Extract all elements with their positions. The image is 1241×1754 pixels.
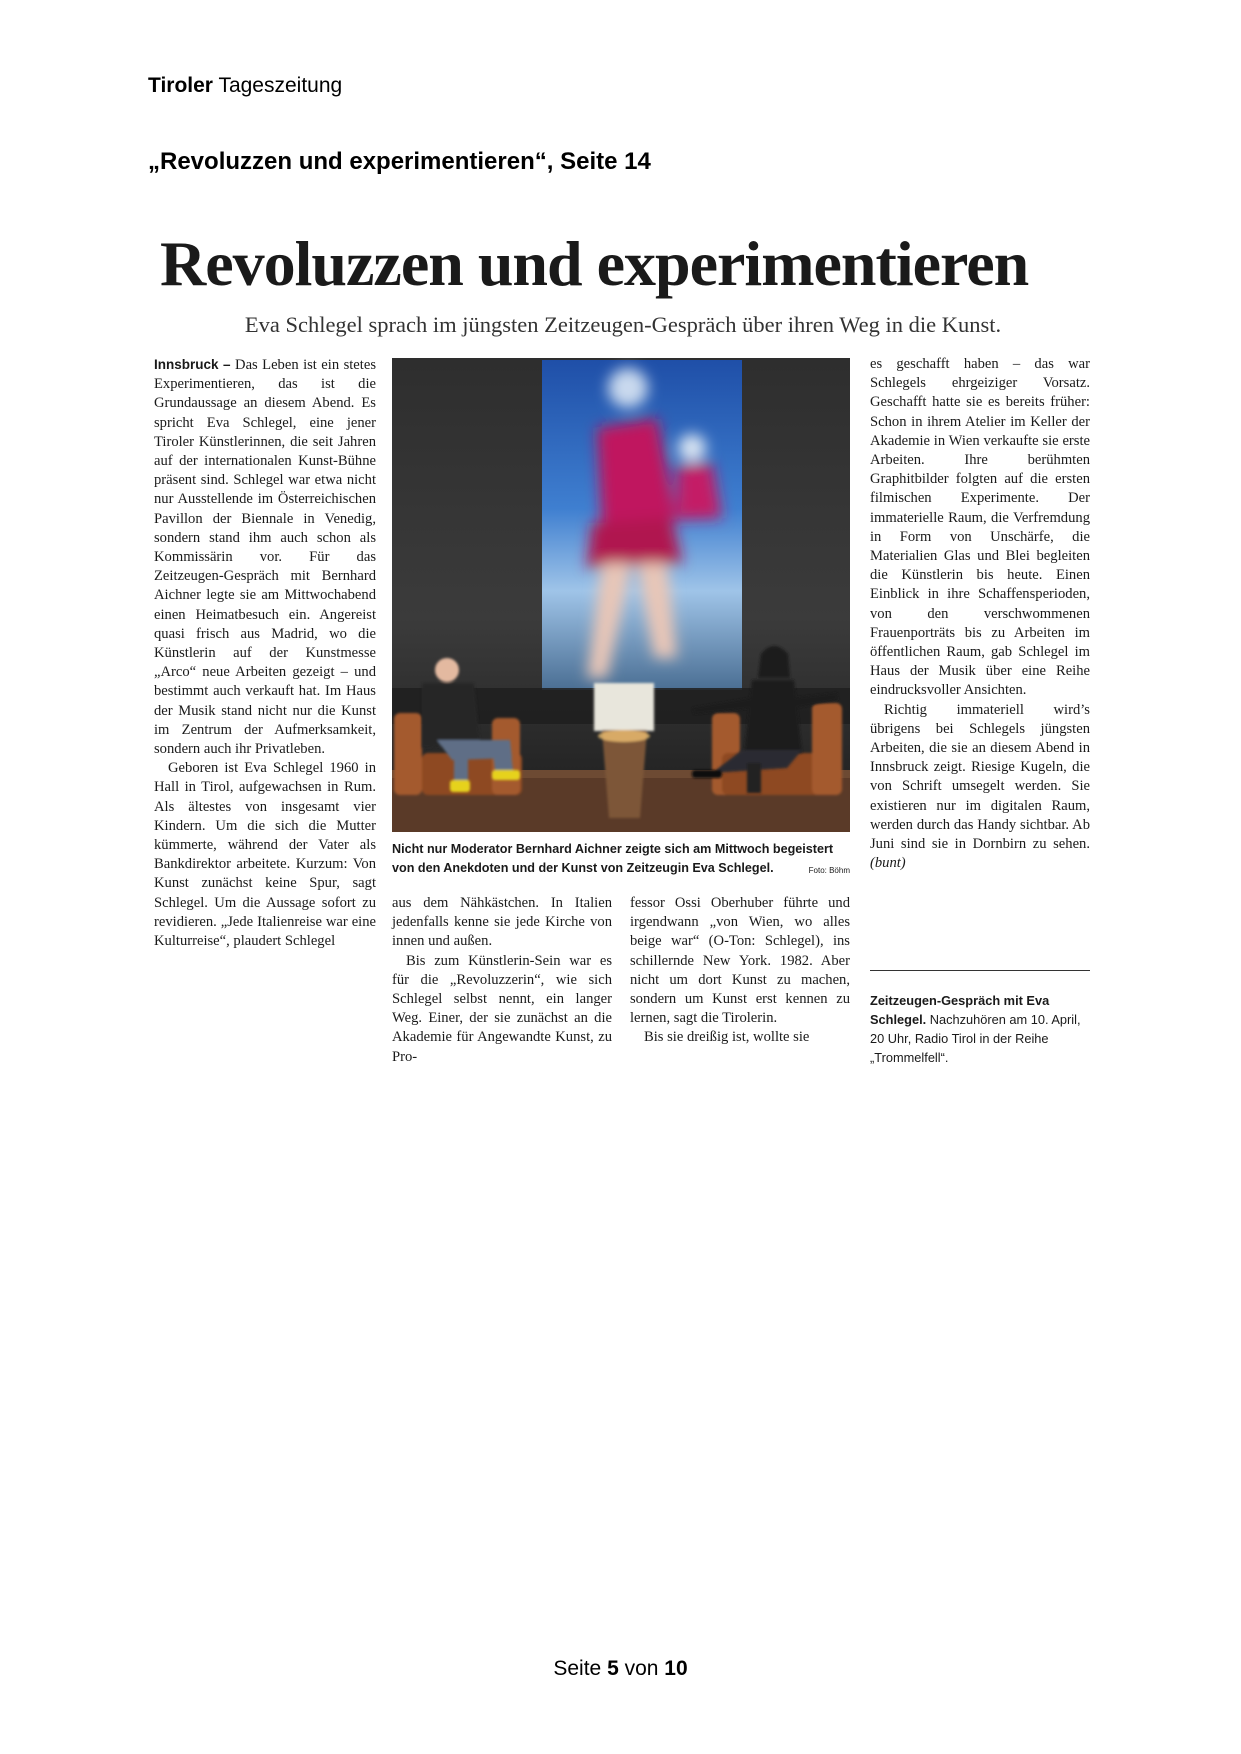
column-1-paragraph: Geboren ist Eva Schlegel 1960 in Hall in Tirol, aufgewachsen in Rum. Als ältestes von insgesamt vier Kindern. Um die sich die Mutter kümmerte, während der Vater als Bankdirektor arbeitete. Kurzum: Von Kunst zunächst keine Spur, sagt Schlegel. Um die Aussage sofort zu revidieren. „Jede Italienreise war eine Kulturreise“, plaudert Schlegel	[154, 760, 376, 950]
newspaper-clipping	[148, 222, 1098, 1072]
dateline: Innsbruck –	[154, 357, 231, 372]
column-2-paragraph: Bis zum Künstlerin-Sein war es für die „Revoluzzerin“, wie sich Schlegel selbst nennt, ein langer Weg. Einer, der sie zunächst an die Akademie für Angewandte Kunst, zu Pro-	[392, 952, 612, 1065]
column-3-paragraph: fessor Ossi Oberhuber führte und irgendwann „von Wien, wo alles beige war“ (O-Ton: Schlegel), ins schillernde New York. 1982. Aber nicht um dort Kunst zu machen, sondern um Kunst erst kennen zu lernen, sagt die Tirolerin.	[630, 895, 850, 1027]
page-number-footer: Seite 5 von 10	[553, 1657, 688, 1680]
column-1-paragraph: Innsbruck – Das Leben ist ein stetes Experimentieren, das ist die Grundaussage an diesem Abend. Es spricht Eva Schlegel, eine jener Tiroler Künstlerinnen, die seit Jahren auf der internationalen Kunst-Bühne präsent sind. Schlegel war etwa nicht nur Ausstellende im Österreichischen Pavillon der Biennale in Venedig, sondern stand ihm auch schon als Kommissärin vor. Für das Zeitzeugen-Gespräch mit Bernhard Aichner legte sie am Mittwochabend einen Heimatbesuch ein. Angereist quasi frisch aus Madrid, wo die Künstlerin auf der Kunstmesse „Arco“ neue Arbeiten gezeigt – und bestimmt auch verkauft hat. Im Haus der Musik stand nicht nur die Kunst im Zentrum der Aufmerksamkeit, sondern auch ihr Privatleben.	[154, 357, 377, 758]
divider-rule	[870, 970, 1090, 971]
column-3-paragraph: Bis sie dreißig ist, wollte sie	[644, 1029, 810, 1046]
article-subheadline: Eva Schlegel sprach im jüngsten Zeitzeugen-Gespräch über ihren Weg in die Kunst.	[244, 312, 1002, 337]
publication-name: Tiroler Tageszeitung	[148, 74, 343, 97]
column-4-paragraph: Richtig immateriell wird’s übrigens bei Schlegels jüngsten Arbeiten, die sie an diesem Abend in Innsbruck zeigt. Riesige Kugeln, die von Schrift umsegelt werden. Sie existieren nur im digitalen Raum, werden durch das Handy sichtbar. Ab Juni sind sie in Dornbirn zu sehen. (bunt)	[870, 701, 1090, 872]
text-column-4	[870, 355, 1090, 873]
author-tag: (bunt)	[870, 855, 906, 872]
text-column-1	[154, 355, 376, 951]
photo-credit: Foto: Böhm	[808, 866, 850, 875]
event-info-box: Zeitzeugen-Gespräch mit Eva Schlegel. Nachzuhören am 10. April, 20 Uhr, Radio Tirol in der Reihe „Trommelfell“.	[870, 993, 1081, 1065]
article-reference: „Revoluzzen und experimentieren“, Seite 14	[148, 148, 651, 175]
stage-photo-illustration	[392, 358, 850, 832]
text-column-2	[392, 894, 612, 1067]
column-2-paragraph: aus dem Nähkästchen. In Italien jedenfalls kenne sie jede Kirche von innen und außen.	[392, 895, 612, 950]
column-4-paragraph: es geschafft haben – das war Schlegels ehrgeiziger Vorsatz. Geschafft hatte sie es bereits früher: Schon in ihrem Atelier im Keller der Akademie in Wien verkaufte sie erste Arbeiten. Ihre berühmten Graphitbilder folgten auf die ersten filmischen Experimente. Der immaterielle Raum, die Verfremdung in Form von Unschärfe, die Materialien Glas und Blei begleiten die Künstlerin bis heute. Einen Einblick in ihre Schaffensperioden, von den verschwommenen Frauenporträts bis zu Arbeiten im öffentlichen Raum, gab Schlegel im Haus der Musik über eine Reihe eindrucksvoller Ansichten.	[870, 356, 1090, 699]
article-photo	[392, 358, 850, 832]
text-column-3	[630, 894, 850, 1048]
article-headline: Revoluzzen und experimentieren	[160, 228, 1029, 299]
photo-caption: Nicht nur Moderator Bernhard Aichner zeigte sich am Mittwoch begeistert von den Anekdoten und der Kunst von Zeitzeugin Eva Schlegel. Foto: Böhm	[392, 840, 850, 880]
